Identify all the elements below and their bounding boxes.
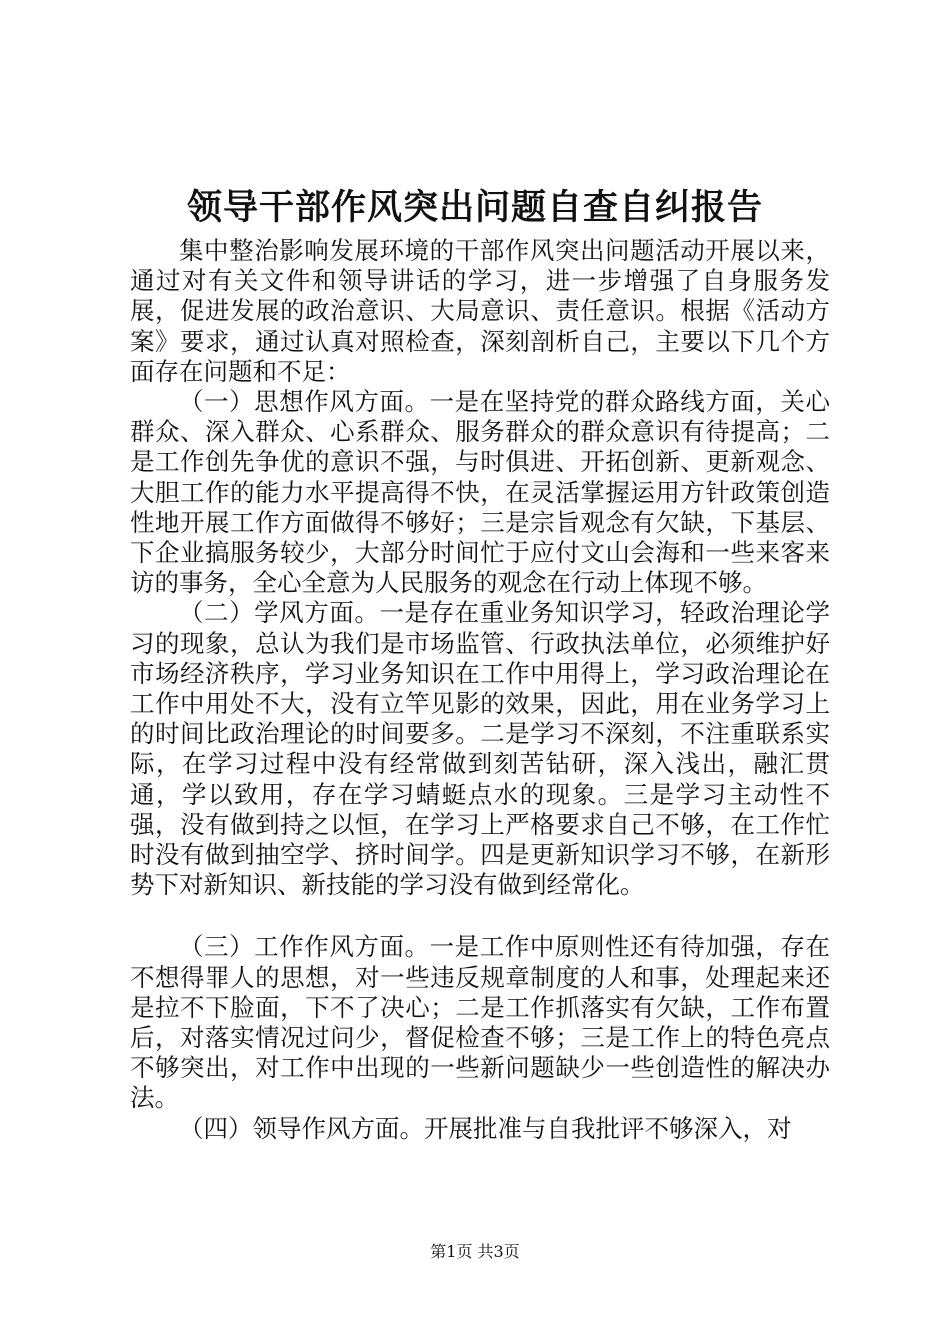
document-body (130, 236, 830, 1144)
paragraph-section-3: （三）工作作风方面。一是工作中原则性还有待加强，存在不想得罪人的思想，对一些违反规章制度的人和事，处理起来还是拉不下脸面，下不了决心；二是工作抓落实有欠缺，工作布置后，对落实情况过问少，督促检查不够；三是工作上的特色亮点不够突出，对工作中出现的一些新问题缺少一些创造性的解决办法。 (130, 932, 830, 1113)
paragraph-section-2: （二）学风方面。一是存在重业务知识学习，轻政治理论学习的现象，总认为我们是市场监管、行政执法单位，必须维护好市场经济秩序，学习业务知识在工作中用得上，学习政治理论在工作中用处不大，没有立竿见影的效果，因此，用在业务学习上的时间比政治理论的时间要多。二是学习不深刻，不注重联系实际，在学习过程中没有经常做到刻苦钻研，深入浅出，融汇贯通，学以致用，存在学习蜻蜓点水的现象。三是学习主动性不强，没有做到持之以恒，在学习上严格要求自己不够，在工作忙时没有做到抽空学、挤时间学。四是更新知识学习不够，在新形势下对新知识、新技能的学习没有做到经常化。 (130, 598, 830, 900)
paragraph-section-1: （一）思想作风方面。一是在坚持党的群众路线方面，关心群众、深入群众、心系群众、服务群众的群众意识有待提高；二是工作创先争优的意识不强，与时俱进、开拓创新、更新观念、大胆工作的能力水平提高得不快，在灵活掌握运用方针政策创造性地开展工作方面做得不够好；三是宗旨观念有欠缺，下基层、下企业搞服务较少，大部分时间忙于应付文山会海和一些来客来访的事务，全心全意为人民服务的观念在行动上体现不够。 (130, 387, 830, 598)
document-title: 领导干部作风突出问题自查自纠报告 (186, 187, 763, 228)
page-number-footer: 第1页 共3页 (430, 1242, 520, 1261)
paragraph-intro: 集中整治影响发展环境的干部作风突出问题活动开展以来，通过对有关文件和领导讲话的学习，进一步增强了自身服务发展，促进发展的政治意识、大局意识、责任意识。根据《活动方案》要求，通过认真对照检查，深刻剖析自己，主要以下几个方面存在问题和不足： (130, 236, 830, 386)
paragraph-section-4: （四）领导作风方面。开展批准与自我批评不够深入，对 (179, 1113, 792, 1143)
